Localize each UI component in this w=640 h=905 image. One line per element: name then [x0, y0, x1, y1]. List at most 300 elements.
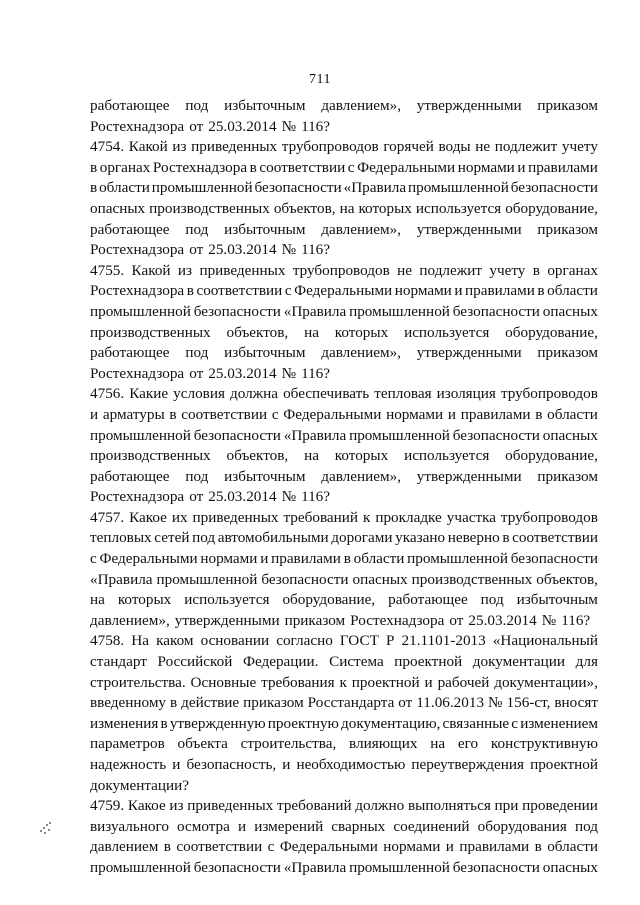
word: осмотра — [177, 817, 230, 835]
word: с — [284, 282, 292, 300]
text-line — [90, 96, 598, 117]
word: на — [430, 735, 446, 753]
text-line — [90, 693, 598, 714]
word: от — [189, 488, 204, 506]
word: Федеральными — [294, 282, 393, 300]
word: на — [90, 591, 105, 609]
word: трубопроводов — [500, 385, 598, 403]
word: трубопроводов — [281, 138, 379, 156]
word: измерений — [254, 817, 324, 835]
word: к — [362, 508, 371, 526]
word: ГОСТ — [339, 632, 379, 650]
word: «Национальный — [492, 632, 598, 650]
word: избыточным — [224, 97, 306, 114]
word: надежность — [90, 756, 167, 773]
text-line — [90, 796, 598, 817]
word: Какой — [131, 261, 171, 279]
word: объектов, — [273, 199, 336, 217]
word: изоляция — [436, 385, 496, 403]
word: от — [189, 241, 204, 259]
text-line — [90, 117, 598, 138]
word: в — [537, 282, 545, 300]
word: приведенных — [199, 261, 286, 279]
word: объекта — [177, 735, 228, 753]
word: Ростехнадзора — [90, 488, 185, 506]
word: промышленной — [349, 858, 450, 876]
word: работающее — [90, 344, 170, 362]
word: тепловых — [90, 529, 152, 547]
word: области — [99, 179, 150, 197]
word: сетей — [154, 529, 190, 547]
word: нормами — [200, 550, 258, 568]
word: работающее — [90, 220, 170, 238]
word: от — [449, 611, 464, 629]
word: которых — [358, 199, 412, 217]
word: строительства. — [90, 673, 186, 691]
word: 116? — [301, 117, 331, 135]
word: и — [282, 756, 291, 773]
word: в — [249, 158, 257, 176]
word: стандарт — [90, 653, 147, 671]
word: Федерации. — [242, 653, 319, 671]
text-line — [90, 837, 598, 858]
word: оборудование, — [505, 199, 598, 217]
word: в — [534, 838, 542, 856]
text-line — [90, 549, 598, 570]
word: Ростехнадзора — [90, 241, 185, 259]
word: строительства, — [240, 735, 337, 753]
word: 4759. — [90, 797, 125, 815]
word: 116? — [301, 241, 331, 259]
word: соответствии — [196, 282, 283, 300]
word: подлежит — [494, 138, 558, 156]
text-line — [90, 240, 598, 261]
word: из — [177, 261, 193, 279]
word: правилами — [459, 838, 530, 856]
word: которых — [334, 447, 389, 465]
word: горячей — [383, 138, 434, 156]
word: вносят — [554, 694, 598, 712]
word: требований — [277, 797, 352, 815]
word: № — [488, 694, 503, 712]
word: давлением», — [321, 344, 401, 362]
word: от — [189, 364, 204, 382]
word: безопасности — [510, 550, 598, 568]
word: согласно — [276, 632, 333, 650]
word: его — [457, 735, 479, 753]
word: безопасность, — [186, 756, 277, 773]
word: работающее — [90, 97, 170, 114]
word: в — [343, 550, 351, 568]
text-line — [90, 323, 598, 344]
word: № — [281, 488, 297, 506]
word: и — [90, 405, 99, 423]
word: с — [90, 550, 97, 568]
word: обеспечивать — [283, 385, 370, 403]
word: оборудование, — [505, 447, 598, 465]
word: На — [131, 632, 149, 650]
word: учету — [489, 261, 526, 279]
word: на — [304, 447, 319, 465]
word: с — [271, 405, 279, 423]
word: опасных — [542, 426, 598, 444]
word: утвержденную — [169, 714, 266, 732]
word: промышленной — [349, 302, 450, 320]
word: приказом — [537, 220, 598, 238]
word: производственных — [90, 447, 211, 465]
word: промышленной — [90, 858, 191, 876]
word: Система — [329, 653, 384, 671]
text-line — [90, 364, 598, 385]
text-line — [90, 302, 598, 323]
word: из — [172, 138, 187, 156]
word: Ростехнадзора — [90, 282, 185, 300]
word: изменением — [520, 714, 598, 732]
word: Р — [385, 632, 395, 650]
text-line — [90, 467, 598, 488]
word: тепловая — [374, 385, 432, 403]
word: приведенных — [191, 138, 278, 156]
word: на — [304, 323, 319, 341]
word: которых — [117, 591, 172, 609]
word: в — [90, 158, 98, 176]
word: в — [170, 694, 178, 712]
word: 4757. — [90, 508, 125, 526]
word: 4755. — [90, 261, 125, 279]
word: промышленной — [156, 570, 258, 588]
word: в — [90, 179, 98, 197]
word: проведении — [522, 797, 598, 815]
word: 25.03.2014 — [208, 241, 277, 259]
word: промышленной — [408, 179, 509, 197]
word: приказом — [537, 344, 598, 362]
word: безопасности — [452, 426, 540, 444]
word: «Правила — [283, 302, 347, 320]
word: промышленной — [407, 550, 509, 568]
word: правилами — [465, 282, 535, 300]
word: в — [160, 714, 168, 732]
word: с — [347, 158, 355, 176]
word: для — [575, 653, 598, 671]
word: утвержденными — [174, 611, 280, 629]
word: опасных — [352, 570, 408, 588]
word: области — [547, 405, 598, 423]
word: трубопроводов — [292, 261, 390, 279]
word: приказом — [537, 467, 598, 485]
word: условия — [173, 385, 225, 403]
text-line — [90, 281, 598, 302]
text-line — [90, 652, 598, 673]
word: и — [424, 673, 433, 691]
word: изменения — [90, 714, 159, 732]
word: Какое — [129, 508, 167, 526]
text-line — [90, 714, 598, 735]
word: в — [163, 838, 171, 856]
word: действие — [181, 694, 240, 712]
word: под — [185, 467, 209, 485]
word: № — [281, 241, 297, 259]
text-line — [90, 570, 598, 591]
text-line — [90, 158, 598, 179]
word: 156-ст, — [506, 694, 551, 712]
word: приказом — [284, 611, 346, 629]
word: требования — [261, 673, 335, 691]
page-number: 711 — [309, 72, 331, 87]
word: под — [185, 344, 209, 362]
word: рабочей — [437, 673, 490, 691]
word: Федеральными — [357, 158, 456, 176]
word: Ростехнадзора — [152, 158, 248, 176]
word: Федеральными — [99, 550, 198, 568]
word: органах — [547, 261, 598, 279]
word: 4756. — [90, 385, 125, 403]
word: 116? — [561, 611, 591, 629]
word: прокладке — [375, 508, 442, 526]
word: правилами — [528, 158, 598, 176]
text-line — [90, 220, 598, 241]
word: 25.03.2014 — [208, 488, 277, 506]
word: 116? — [301, 488, 331, 506]
word: документации — [472, 653, 566, 671]
word: «Правила — [90, 570, 153, 588]
word: под — [192, 529, 216, 547]
document-body — [90, 96, 598, 879]
word: с — [267, 838, 275, 856]
word: соответствии — [512, 529, 598, 547]
word: производственных — [149, 199, 270, 217]
word: Какое — [127, 797, 166, 815]
text-line — [90, 755, 598, 776]
word: проектной — [394, 653, 463, 671]
word: 4758. — [90, 632, 125, 650]
text-line — [90, 528, 598, 549]
word: 116? — [301, 364, 331, 382]
word: области — [547, 838, 598, 856]
text-line — [90, 734, 598, 755]
word: при — [494, 797, 519, 815]
word: Ростехнадзора — [350, 611, 445, 629]
word: от — [398, 694, 413, 712]
word: используется — [415, 199, 502, 217]
word: Какой — [128, 138, 168, 156]
word: к — [339, 673, 347, 691]
word: под — [185, 220, 209, 238]
word: приведенных — [192, 508, 279, 526]
word: дорогами — [331, 529, 393, 547]
word: опасных — [542, 858, 598, 876]
scan-speck-mark — [38, 818, 54, 836]
word: области — [547, 282, 598, 300]
word: указано — [395, 529, 446, 547]
word: «Правила — [283, 426, 347, 444]
text-line — [90, 487, 598, 508]
text-line — [90, 590, 598, 611]
word: № — [281, 117, 297, 135]
word: в — [502, 529, 510, 547]
text-line — [90, 631, 598, 652]
word: документации», — [494, 673, 598, 691]
word: промышленной — [90, 302, 191, 320]
word: документации? — [90, 776, 190, 794]
word: безопасности — [193, 302, 281, 320]
word: «Правила — [283, 858, 347, 876]
word: области — [353, 550, 405, 568]
word: проектную — [267, 714, 339, 732]
word: безопасности — [510, 179, 598, 197]
word: производственных — [411, 570, 533, 588]
word: и — [454, 282, 463, 300]
word: избыточным — [516, 591, 598, 609]
word: конструктивную — [490, 735, 598, 753]
text-line — [90, 199, 598, 220]
word: соединений — [393, 817, 470, 835]
word: промышленной — [151, 179, 253, 197]
word: каком — [156, 632, 194, 650]
word: безопасности — [193, 858, 281, 876]
word: опасных — [90, 199, 146, 217]
word: не — [397, 261, 413, 279]
word: под — [574, 817, 598, 835]
word: визуального — [90, 817, 169, 835]
word: оборудование, — [282, 591, 376, 609]
word: арматуры — [102, 405, 165, 423]
word: Какие — [129, 385, 169, 403]
word: опасных — [542, 302, 598, 320]
word: 11.06.2013 — [416, 694, 485, 712]
word: должно — [355, 797, 405, 815]
word: утвержденными — [416, 220, 522, 238]
word: работающее — [90, 467, 170, 485]
word: 25.03.2014 — [468, 611, 537, 629]
word: нормами — [394, 282, 452, 300]
word: давлением», — [321, 97, 401, 114]
word: и — [260, 550, 269, 568]
word: выполняться — [407, 797, 491, 815]
word: переутверждения — [411, 756, 525, 773]
word: из — [169, 797, 184, 815]
word: 25.03.2014 — [208, 117, 277, 135]
word: трубопроводов — [500, 508, 598, 526]
text-line — [90, 508, 598, 529]
word: производственных — [90, 323, 211, 341]
word: документацию, — [341, 714, 441, 732]
word: не — [475, 138, 491, 156]
word: должна — [229, 385, 279, 403]
word: сварных — [331, 817, 386, 835]
word: воды — [438, 138, 471, 156]
word: 21.1101-2013 — [401, 632, 486, 650]
word: органах — [99, 158, 151, 176]
word: основании — [200, 632, 270, 650]
word: которых — [334, 323, 389, 341]
word: давлением», — [321, 220, 401, 238]
word: используется — [184, 591, 270, 609]
word: давлением — [90, 838, 159, 856]
word: № — [281, 364, 297, 382]
word: объектов, — [226, 447, 289, 465]
word: соответствии — [181, 405, 268, 423]
text-line — [90, 137, 598, 158]
word: в — [532, 261, 540, 279]
word: в — [535, 405, 543, 423]
word: соответствии — [259, 158, 346, 176]
word: их — [171, 508, 188, 526]
word: соответствии — [176, 838, 263, 856]
word: и — [172, 756, 181, 773]
text-line — [90, 611, 598, 632]
word: правилами — [460, 405, 531, 423]
word: проектной — [351, 673, 420, 691]
text-line — [90, 446, 598, 467]
word: Российской — [157, 653, 233, 671]
word: и — [447, 405, 456, 423]
word: утвержденными — [416, 344, 522, 362]
word: оборудования — [477, 817, 567, 835]
word: влияющих — [349, 735, 418, 753]
word: Ростехнадзора — [90, 117, 185, 135]
word: нормами — [383, 838, 441, 856]
word: утвержденными — [416, 467, 522, 485]
word: Росстандарта — [307, 694, 395, 712]
text-line — [90, 858, 598, 879]
word: давлением», — [90, 611, 170, 629]
text-line — [90, 673, 598, 694]
word: с — [511, 714, 519, 732]
text-line — [90, 343, 598, 364]
word: оборудование, — [505, 323, 598, 341]
word: приведенных — [187, 797, 274, 815]
word: безопасности — [254, 179, 342, 197]
word: № — [541, 611, 557, 629]
word: нормами — [457, 158, 515, 176]
word: учету — [561, 138, 598, 156]
word: параметров — [90, 735, 165, 753]
word: введенному — [90, 694, 167, 712]
word: связанные — [442, 714, 510, 732]
word: давлением», — [321, 467, 401, 485]
text-line — [90, 776, 598, 797]
word: приказом — [537, 97, 598, 114]
word: безопасности — [452, 302, 540, 320]
word: объектов, — [536, 570, 598, 588]
word: и — [445, 838, 454, 856]
word: под — [480, 591, 504, 609]
word: промышленной — [90, 426, 191, 444]
word: правилами — [271, 550, 341, 568]
text-line — [90, 178, 598, 199]
word: утвержденными — [416, 97, 522, 114]
word: 4754. — [90, 138, 125, 156]
word: избыточным — [224, 467, 306, 485]
text-line — [90, 817, 598, 838]
word: промышленной — [349, 426, 450, 444]
text-line — [90, 261, 598, 282]
word: на — [339, 199, 355, 217]
word: используется — [404, 323, 490, 341]
word: Федеральными — [283, 405, 382, 423]
word: Ростехнадзора — [90, 364, 185, 382]
word: неверно — [447, 529, 500, 547]
word: объектов, — [226, 323, 289, 341]
word: «Правила — [343, 179, 407, 197]
word: безопасности — [193, 426, 281, 444]
word: приказом — [243, 694, 304, 712]
word: участка — [446, 508, 496, 526]
word: безопасности — [452, 858, 540, 876]
word: в — [169, 405, 177, 423]
text-line — [90, 426, 598, 447]
word: Федеральными — [279, 838, 378, 856]
